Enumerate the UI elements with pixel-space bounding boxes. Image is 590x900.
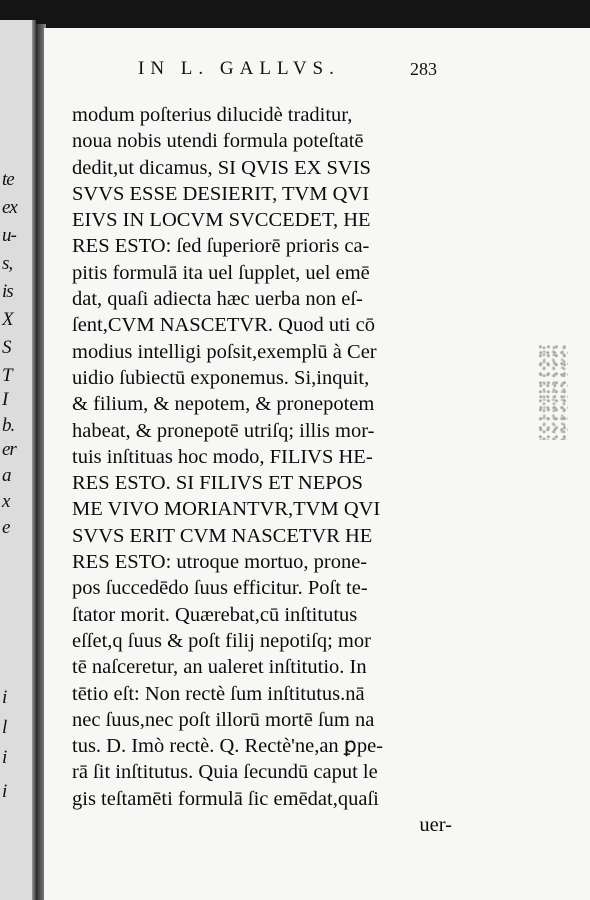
left-page-fragment: i [2, 781, 7, 802]
left-page-fragment: e [2, 517, 10, 538]
text-line: dedit,ut dicamus, SI QVIS EX SVIS [72, 156, 371, 179]
bleed-through-specks [538, 345, 568, 440]
left-page-fragment: b. [2, 415, 15, 436]
text-line: RES ESTO. SI FILIVS ET NEPOS [72, 472, 363, 495]
text-line: tuis inſtituas hoc modo, FILIVS HE- [72, 445, 373, 468]
catchword: uer- [419, 814, 452, 837]
text-line: RES ESTO: utroque mortuo, prone- [72, 551, 368, 574]
left-page-fragment: ex [2, 197, 17, 218]
text-line: dat, quaſi adiecta hæc uerba non eſ- [72, 288, 363, 311]
text-line: RES ESTO: ſed ſuperiorē prioris ca- [72, 235, 370, 258]
text-line: tus. D. Imò rectè. Q. Rectè'ne,an ꝑpe- [72, 735, 383, 758]
left-page-fragment: i [2, 747, 7, 768]
text-line: rā ſit inſtitutus. Quia ſecundū caput le [72, 761, 378, 784]
left-page-edge [0, 20, 36, 900]
text-line: modum poſterius dilucidè traditur, [72, 104, 353, 126]
left-page-fragment: T [2, 365, 12, 386]
text-line: tē naſceretur, an ualeret inſtitutio. In [72, 656, 367, 679]
left-page-fragment: u- [2, 225, 16, 246]
text-line: uidio ſubiectū exponemus. Si,inquit, [72, 366, 370, 389]
text-line: & filium, & nepotem, & pronepotem [72, 393, 375, 416]
body-text [72, 102, 452, 838]
text-line: modius intelligi poſsit,exemplū à Cer [72, 340, 377, 363]
scan-background [0, 0, 590, 30]
text-line: tētio eſt: Non rectè ſum inſtitutus.nā [72, 682, 365, 705]
text-line: pitis formulā ita uel ſupplet, uel emē [72, 261, 370, 284]
left-page-fragment: l [2, 717, 7, 738]
text-line: habeat, & pronepotē utriſq; illis mor- [72, 419, 375, 442]
left-page-fragment: s, [2, 253, 13, 274]
text-line: SVVS ESSE DESIERIT, TVM QVI [72, 182, 370, 205]
text-line: ſtator morit. Quærebat,cū inſtitutus [72, 603, 358, 626]
text-line: gis teſtamēti formulā ſic emēdat,quaſi [72, 787, 379, 810]
left-page-fragment: a [2, 465, 11, 486]
text-line: noua nobis utendi formula poteſtatē [72, 130, 364, 153]
left-page-fragment: is [2, 281, 13, 302]
left-page-fragment: S [2, 337, 11, 358]
text-line: pos ſuccedēdo ſuus efficitur. Poſt te- [72, 577, 368, 600]
left-page-fragment: er [2, 439, 16, 460]
left-page-fragment: X [2, 309, 13, 330]
text-line: eſſet,q ſuus & poſt filij nepotiſq; mor [72, 629, 371, 652]
left-page-fragment: x [2, 491, 10, 512]
left-page-fragment: i [2, 687, 7, 708]
left-page-fragment: I [2, 389, 8, 410]
text-line: nec ſuus,nec poſt illorū mortē ſum na [72, 708, 375, 731]
running-header: IN L. GALLVS. [138, 58, 340, 79]
left-page-fragment: te [2, 169, 14, 190]
text-line: SVVS ERIT CVM NASCETVR HE [72, 524, 373, 547]
page-number: 283 [410, 59, 437, 79]
text-line: ME VIVO MORIANTVR,TVM QVI [72, 498, 381, 521]
text-line: EIVS IN LOCVM SVCCEDET, HE [72, 209, 371, 232]
text-line: ſent,CVM NASCETVR. Quod uti cō [72, 314, 375, 337]
